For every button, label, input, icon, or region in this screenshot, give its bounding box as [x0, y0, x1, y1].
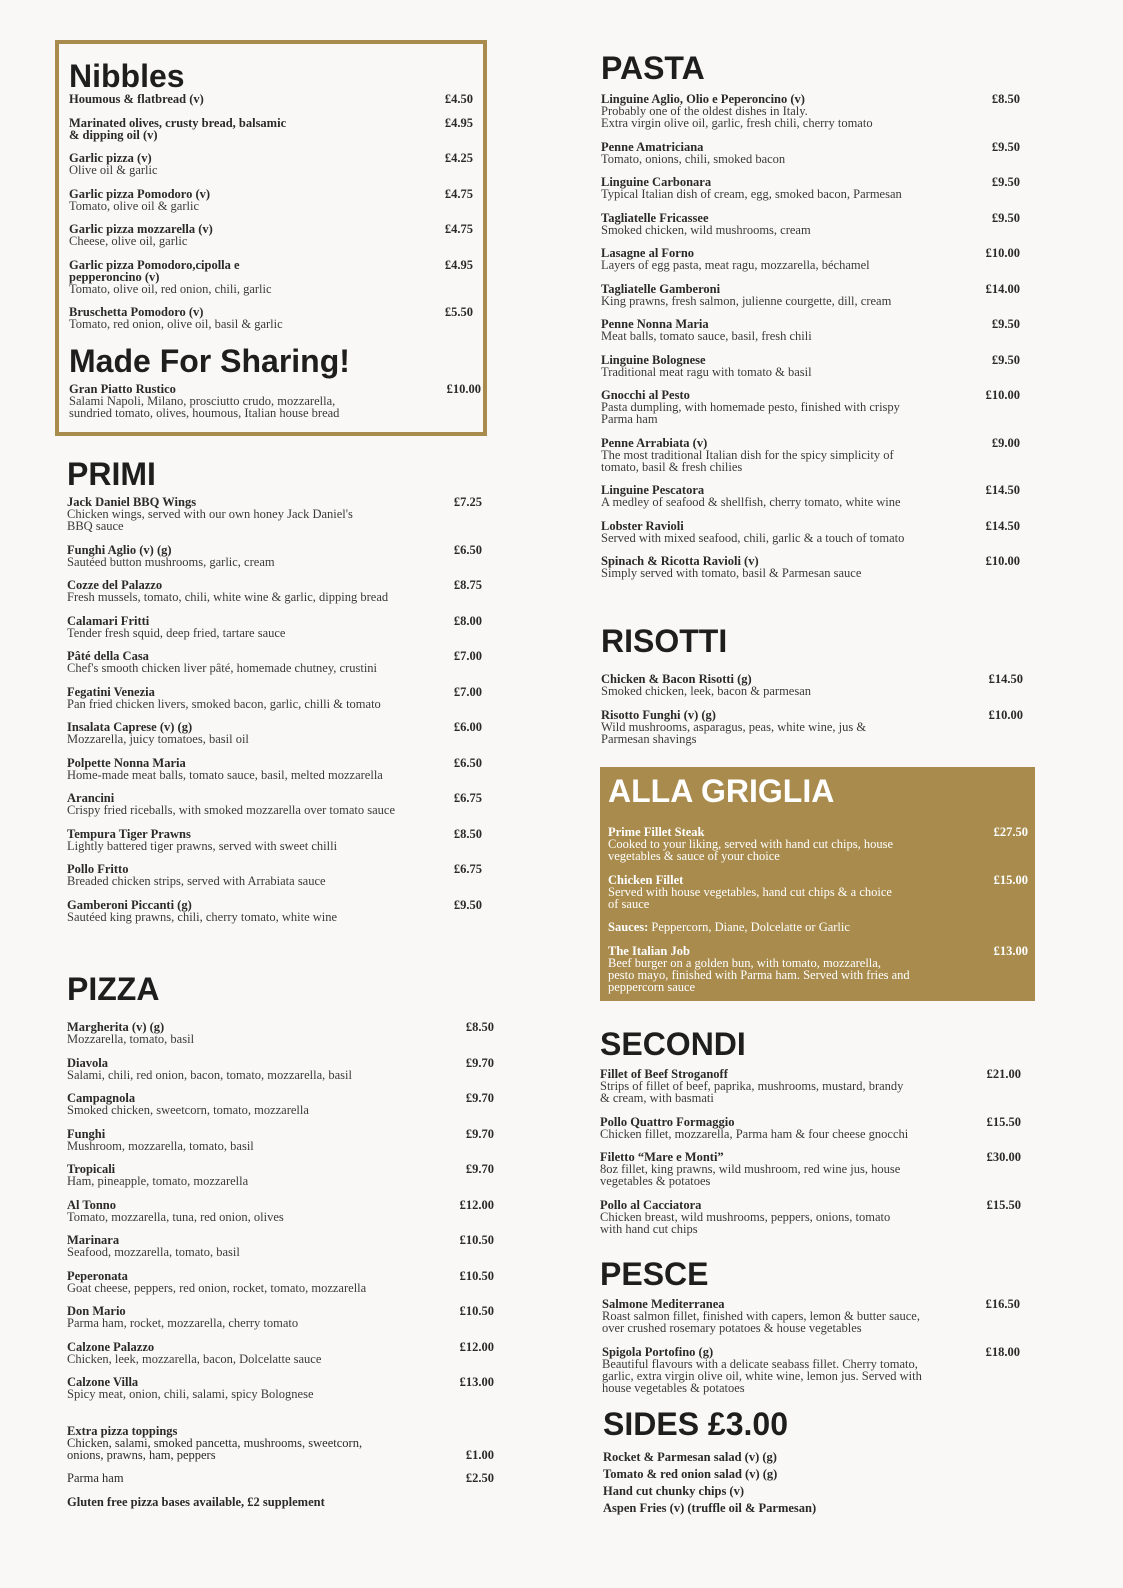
menu-item [67, 721, 482, 745]
item-price: £4.75 [444, 222, 473, 236]
item-name: Houmous & flatbread (v) [69, 92, 204, 106]
item-price: £8.50 [991, 92, 1020, 106]
menu-list [601, 93, 1020, 579]
item-desc: The most traditional Italian dish for the spicy simplicity of tomato, basil & fresh chilies [601, 447, 894, 474]
item-price: £14.00 [985, 281, 1020, 296]
item-price: £15.50 [986, 1197, 1021, 1212]
menu-item [602, 1298, 1020, 1334]
side-item: Hand cut chunky chips (v) [603, 1484, 745, 1498]
item-price: £13.00 [459, 1375, 494, 1389]
item-desc: Beef burger on a golden bun, with tomato, mozzarella, pesto mayo, finished with Parma ham. Served with fries and peppercorn sauce [608, 955, 910, 994]
side-item: Tomato & red onion salad (v) (g) [603, 1467, 778, 1481]
menu-list [69, 93, 473, 330]
item-desc: Layers of egg pasta, meat ragu, mozzarella, béchamel [601, 258, 870, 272]
menu-item [69, 188, 473, 212]
item-price: £8.50 [453, 826, 482, 841]
menu-item [69, 93, 473, 105]
menu-item [67, 1305, 494, 1329]
menu-item [67, 792, 482, 816]
item-name: Peperonata [67, 1268, 128, 1283]
item-price: £6.00 [453, 720, 482, 734]
menu-item [67, 650, 482, 674]
item-name: Funghi [67, 1126, 106, 1141]
menu-item [601, 354, 1020, 378]
section-title: Made For Sharing! [69, 343, 350, 379]
menu-list [69, 383, 481, 419]
menu-item [67, 1270, 494, 1294]
menu-item [69, 223, 473, 247]
item-price: £7.00 [453, 684, 482, 699]
section-title: RISOTTI [601, 623, 728, 659]
item-desc: Spicy meat, onion, chili, salami, spicy Bolognese [67, 1387, 314, 1401]
item-name: Cozze del Palazzo [67, 578, 163, 592]
item-price: £14.50 [985, 518, 1020, 533]
item-name: Don Mario [67, 1304, 126, 1318]
menu-list [608, 826, 1028, 993]
item-price: £7.25 [453, 495, 482, 509]
item-name: Spigola Portofino (g) [602, 1344, 714, 1359]
item-price: £5.50 [444, 305, 473, 319]
item-price: £10.00 [988, 707, 1023, 722]
section-title: Nibbles [69, 58, 185, 94]
item-price: £7.00 [453, 649, 482, 663]
secondi-section [600, 1027, 1021, 1246]
item-desc: Tomato, olive oil & garlic [69, 198, 199, 213]
menu-item [67, 579, 482, 603]
menu-list [600, 1298, 1020, 1394]
menu-item [601, 520, 1020, 544]
item-desc: King prawns, fresh salmon, julienne courgette, dill, cream [601, 293, 892, 308]
item-name: Polpette Nonna Maria [67, 755, 186, 770]
section-title: SECONDI [600, 1026, 746, 1062]
item-name: Tropicali [67, 1162, 116, 1176]
item-desc: Breaded chicken strips, served with Arrabiata sauce [67, 874, 326, 888]
item-price: £4.95 [444, 115, 473, 130]
item-desc: Chef's smooth chicken liver pâté, homemade chutney, crustini [67, 661, 378, 675]
item-desc: Pan fried chicken livers, smoked bacon, garlic, chilli & tomato [67, 696, 381, 711]
item-price: £8.00 [453, 613, 482, 628]
side-item: Rocket & Parmesan salad (v) (g) [603, 1450, 777, 1464]
section-title: PASTA [601, 50, 705, 86]
menu-item [67, 544, 482, 568]
item-price: £9.00 [991, 435, 1020, 450]
item-price: £4.25 [444, 151, 473, 165]
item-price: £27.50 [993, 825, 1028, 839]
menu-item [601, 283, 1020, 307]
item-name: Marinated olives, crusty bread, balsamic & dipping oil (v) [69, 115, 287, 142]
item-price: £4.75 [444, 186, 473, 201]
item-price: £4.50 [444, 92, 473, 106]
item-name: Risotto Funghi (v) (g) [601, 707, 716, 722]
extra-toppings [67, 1425, 494, 1461]
menu-item [601, 484, 1020, 508]
item-desc: Beautiful flavours with a delicate seabass fillet. Cherry tomato, garlic, extra virgin olive oil, white wine, lemon jus. Served with house vegetables & potatoes [602, 1356, 922, 1395]
item-desc: Peppercorn, Diane, Dolcelatte or Garlic [651, 920, 850, 934]
item-name: Fegatini Venezia [67, 684, 155, 699]
item-price: £13.00 [993, 943, 1028, 958]
menu-list [600, 1068, 1021, 1235]
item-desc: Tender fresh squid, deep fried, tartare sauce [67, 625, 286, 640]
item-name: Jack Daniel BBQ Wings [67, 495, 197, 509]
item-name: Gamberoni Piccanti (g) [67, 897, 192, 912]
item-desc: Parma ham, rocket, mozzarella, cherry tomato [67, 1316, 299, 1330]
item-price: £9.70 [465, 1126, 494, 1141]
item-desc: Salami, chili, red onion, bacon, tomato, mozzarella, basil [67, 1067, 352, 1082]
item-price: £6.50 [453, 542, 482, 557]
section-title: SIDES £3.00 [603, 1406, 788, 1442]
menu-item [601, 318, 1020, 342]
item-price: £10.50 [459, 1268, 494, 1283]
item-desc: Sautéed button mushrooms, garlic, cream [67, 554, 275, 569]
extra-toppings-title: Extra pizza toppings [67, 1424, 178, 1438]
item-name: Garlic pizza mozzarella (v) [69, 222, 213, 236]
item-desc: Home-made meat balls, tomato sauce, basil, melted mozzarella [67, 767, 383, 782]
menu-list [67, 496, 482, 923]
menu-item [67, 1128, 494, 1152]
pizza-section [67, 972, 494, 1412]
risotti-section [601, 624, 1023, 756]
item-desc: Strips of fillet of beef, paprika, mushrooms, mustard, brandy & cream, with basmati [600, 1079, 904, 1105]
item-desc: Traditional meat ragu with tomato & basil [601, 364, 812, 379]
menu-item [67, 686, 482, 710]
item-desc: Tomato, mozzarella, tuna, red onion, olives [67, 1209, 284, 1224]
menu-item [67, 863, 482, 887]
section-title: PESCE [600, 1256, 709, 1292]
item-desc: Wild mushrooms, asparagus, peas, white wine, jus & Parmesan shavings [601, 719, 867, 746]
item-price: £8.75 [453, 578, 482, 592]
item-price: £9.50 [991, 352, 1020, 367]
item-desc: Goat cheese, peppers, red onion, rocket, tomato, mozzarella [67, 1280, 367, 1295]
menu-item [600, 1199, 1021, 1235]
item-desc: Chicken wings, served with our own honey Jack Daniel's BBQ sauce [67, 507, 353, 533]
sides-section [603, 1407, 1023, 1517]
item-price: £9.70 [465, 1162, 494, 1176]
item-desc: Smoked chicken, wild mushrooms, cream [601, 222, 811, 237]
item-desc: Smoked chicken, leek, bacon & parmesan [601, 684, 811, 698]
item-name: Tagliatelle Fricassee [601, 210, 709, 225]
item-desc: Lightly battered tiger prawns, served with sweet chilli [67, 838, 338, 853]
section-title: ALLA GRIGLIA [608, 773, 835, 809]
item-desc: Cooked to your liking, served with hand cut chips, house vegetables & sauce of your choice [608, 837, 894, 863]
extra-toppings-price: £1.00 [465, 1448, 494, 1462]
menu-item [67, 828, 482, 852]
item-name: Al Tonno [67, 1197, 116, 1212]
item-name: Calamari Fritti [67, 613, 150, 628]
item-price: £9.50 [991, 317, 1020, 331]
item-name: Marinara [67, 1233, 120, 1247]
sides-list [603, 1449, 1023, 1517]
pasta-section [601, 51, 1020, 591]
item-name: Calzone Palazzo [67, 1339, 155, 1354]
menu-item [67, 899, 482, 923]
item-desc: Mozzarella, tomato, basil [67, 1032, 195, 1046]
item-desc: Served with mixed seafood, chili, garlic & a touch of tomato [601, 530, 905, 545]
item-desc: Chicken fillet, mozzarella, Parma ham & four cheese gnocchi [600, 1126, 909, 1141]
menu-item [67, 615, 482, 639]
menu-item [69, 306, 473, 330]
item-name: Lasagne al Forno [601, 246, 695, 260]
item-price: £10.00 [985, 554, 1020, 568]
item-desc: Crispy fried riceballs, with smoked mozzarella over tomato sauce [67, 803, 396, 817]
item-name: Margherita (v) (g) [67, 1020, 165, 1034]
item-name: Arancini [67, 791, 115, 805]
item-name: Bruschetta Pomodoro (v) [69, 305, 204, 319]
item-price: £16.50 [985, 1297, 1020, 1311]
item-name: Diavola [67, 1055, 108, 1070]
item-name: Funghi Aglio (v) (g) [67, 542, 172, 557]
item-name: Filetto “Mare e Monti” [600, 1150, 724, 1164]
menu-item [601, 141, 1020, 165]
item-desc: Ham, pineapple, tomato, mozzarella [67, 1174, 249, 1188]
item-desc: Chicken breast, wild mushrooms, peppers, onions, tomato with hand cut chips [600, 1209, 891, 1236]
menu-item [69, 117, 473, 141]
item-price: £9.50 [453, 897, 482, 912]
item-desc: Probably one of the oldest dishes in Italy. Extra virgin olive oil, garlic, fresh chili, cherry tomato [601, 104, 873, 130]
item-name: Penne Arrabiata (v) [601, 435, 708, 450]
menu-item [67, 1234, 494, 1258]
sharing-section [69, 344, 481, 431]
item-price: £30.00 [986, 1150, 1021, 1164]
item-desc: Sautéed king prawns, chili, cherry tomato, white wine [67, 909, 338, 924]
menu-item [601, 93, 1020, 129]
menu-item [69, 383, 481, 419]
item-name: Penne Nonna Maria [601, 317, 709, 331]
nibbles-section [69, 59, 473, 342]
item-name: Linguine Pescatora [601, 483, 705, 497]
item-desc: Pasta dumpling, with homemade pesto, finished with crispy Parma ham [601, 400, 900, 426]
item-price: £8.50 [465, 1020, 494, 1034]
gluten-note: Gluten free pizza bases available, £2 supplement [67, 1495, 325, 1509]
item-desc: Salami Napoli, Milano, prosciutto crudo, mozzarella, sundried tomato, olives, houmous, Italian house bread [69, 394, 340, 420]
item-name: Calzone Villa [67, 1375, 139, 1389]
item-name: Linguine Bolognese [601, 352, 706, 367]
item-desc: Tomato, olive oil, red onion, chili, garlic [69, 281, 272, 296]
menu-item [602, 1346, 1020, 1394]
item-price: £6.75 [453, 862, 482, 876]
item-name: Lobster Ravioli [601, 518, 684, 533]
item-price: £18.00 [985, 1344, 1020, 1359]
item-price: £14.50 [985, 483, 1020, 497]
item-price: £6.50 [453, 755, 482, 770]
item-name: Garlic pizza Pomodoro (v) [69, 186, 211, 201]
parma-ham-label: Parma ham [67, 1471, 124, 1485]
item-price: £14.50 [988, 672, 1023, 686]
item-desc: Mushroom, mozzarella, tomato, basil [67, 1138, 254, 1153]
item-name: Tagliatelle Gamberoni [601, 281, 721, 296]
item-name: Pollo al Cacciatora [600, 1197, 702, 1212]
item-name: Campagnola [67, 1091, 136, 1105]
item-price: £12.00 [459, 1339, 494, 1354]
item-desc: Seafood, mozzarella, tomato, basil [67, 1245, 240, 1259]
item-desc: Tomato, onions, chili, smoked bacon [601, 151, 786, 166]
item-desc: Tomato, red onion, olive oil, basil & garlic [69, 317, 283, 331]
alla-griglia-section [608, 774, 1028, 1004]
menu-item [67, 496, 482, 532]
item-price: £15.00 [993, 872, 1028, 887]
item-desc: Served with house vegetables, hand cut chips & a choice of sauce [608, 884, 892, 911]
item-name: Tempura Tiger Prawns [67, 826, 191, 841]
item-price: £9.50 [991, 175, 1020, 189]
item-desc: Smoked chicken, sweetcorn, tomato, mozzarella [67, 1103, 309, 1117]
item-price: £6.75 [453, 791, 482, 805]
item-name: Linguine Aglio, Olio e Peperoncino (v) [601, 92, 805, 106]
menu-item [67, 1092, 494, 1116]
item-price: £12.00 [459, 1197, 494, 1212]
item-name: Garlic pizza Pomodoro,cipolla e pepperoncino (v) [69, 257, 240, 284]
sauce-line [608, 921, 1028, 933]
item-desc: A medley of seafood & shellfish, cherry tomato, white wine [601, 495, 901, 509]
menu-item [601, 212, 1020, 236]
item-desc: Olive oil & garlic [69, 163, 158, 177]
parma-ham-price: £2.50 [465, 1471, 494, 1485]
menu-item [608, 826, 1028, 862]
item-price: £15.50 [986, 1114, 1021, 1129]
menu-item [600, 1068, 1021, 1104]
item-price: £9.50 [991, 139, 1020, 154]
menu-list [67, 1021, 494, 1400]
extra-toppings-desc: Chicken, salami, smoked pancetta, mushrooms, sweetcorn, onions, prawns, ham, peppers [67, 1436, 363, 1462]
menu-item [600, 1151, 1021, 1187]
item-name: Prime Fillet Steak [608, 825, 705, 839]
menu-item [69, 152, 473, 176]
item-name: Linguine Carbonara [601, 175, 712, 189]
item-name: Fillet of Beef Stroganoff [600, 1067, 728, 1081]
item-name: Pollo Quattro Formaggio [600, 1114, 735, 1129]
item-name: The Italian Job [608, 943, 690, 958]
item-name: Salmone Mediterranea [602, 1297, 725, 1311]
item-price: £10.50 [459, 1233, 494, 1247]
item-price: £9.50 [991, 210, 1020, 225]
menu-item [601, 673, 1023, 697]
menu-item [601, 555, 1020, 579]
item-name: Insalata Caprese (v) (g) [67, 720, 193, 734]
item-desc: Cheese, olive oil, garlic [69, 234, 188, 248]
menu-item [608, 921, 1028, 933]
item-desc: Mozzarella, juicy tomatoes, basil oil [67, 732, 249, 746]
item-price: £21.00 [986, 1067, 1021, 1081]
menu-item [601, 709, 1023, 745]
item-desc: Typical Italian dish of cream, egg, smoked bacon, Parmesan [601, 187, 902, 201]
menu-item [69, 259, 473, 295]
item-price: £10.50 [459, 1304, 494, 1318]
menu-item [67, 1199, 494, 1223]
item-name: Gran Piatto Rustico [69, 382, 176, 396]
menu-item [67, 1057, 494, 1081]
pesce-section [600, 1257, 1020, 1405]
menu-item [608, 945, 1028, 993]
section-title: PIZZA [67, 971, 160, 1007]
item-name: Penne Amatriciana [601, 139, 704, 154]
menu-item [67, 1341, 494, 1365]
section-title: PRIMI [67, 456, 156, 492]
menu-list [601, 673, 1023, 745]
item-name: Sauces: [608, 920, 649, 934]
item-desc: Simply served with tomato, basil & Parmesan sauce [601, 566, 862, 580]
menu-item [67, 757, 482, 781]
item-desc: Roast salmon fillet, finished with capers, lemon & butter sauce, over crushed rosemary potatoes & house vegetables [602, 1309, 920, 1335]
item-name: Pâté della Casa [67, 649, 149, 663]
menu-item [67, 1163, 494, 1187]
menu-item [601, 176, 1020, 200]
item-price: £10.00 [985, 246, 1020, 260]
item-name: Pollo Fritto [67, 862, 129, 876]
menu-item [67, 1376, 494, 1400]
item-name: Chicken Fillet [608, 872, 684, 887]
side-item: Aspen Fries (v) (truffle oil & Parmesan) [603, 1501, 817, 1515]
item-name: Garlic pizza (v) [69, 151, 152, 165]
menu-item [601, 437, 1020, 473]
item-price: £10.00 [985, 388, 1020, 402]
item-price: £9.70 [465, 1055, 494, 1070]
menu-item [601, 247, 1020, 271]
item-desc: 8oz fillet, king prawns, wild mushroom, red wine jus, house vegetables & potatoes [600, 1162, 901, 1188]
menu-item [600, 1116, 1021, 1140]
item-desc: Meat balls, tomato sauce, basil, fresh chili [601, 329, 812, 343]
item-name: Spinach & Ricotta Ravioli (v) [601, 554, 759, 568]
item-desc: Fresh mussels, tomato, chili, white wine & garlic, dipping bread [67, 590, 389, 604]
item-price: £4.95 [444, 257, 473, 272]
primi-section [67, 457, 482, 934]
menu-item [601, 389, 1020, 425]
item-desc: Chicken, leek, mozzarella, bacon, Dolcelatte sauce [67, 1351, 322, 1366]
item-price: £10.00 [446, 382, 481, 396]
item-name: Chicken & Bacon Risotti (g) [601, 672, 752, 686]
item-name: Gnocchi al Pesto [601, 388, 690, 402]
menu-item [608, 874, 1028, 910]
parma-ham-extra [67, 1472, 494, 1484]
item-price: £9.70 [465, 1091, 494, 1105]
menu-item [67, 1021, 494, 1045]
